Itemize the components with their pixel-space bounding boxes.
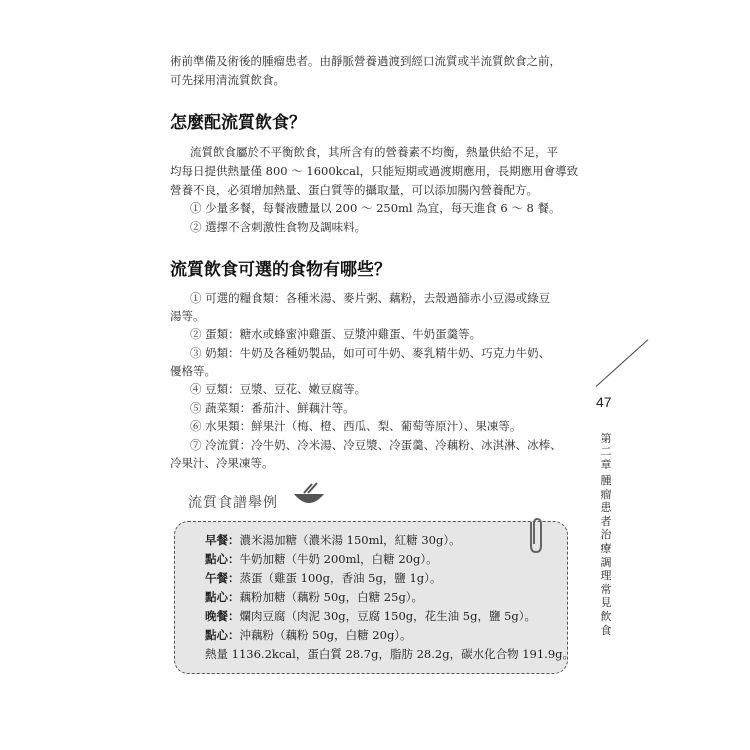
section1-para-line-3: 營養不良，必須增加熱量、蛋白質等的攝取量，可以添加腸內營養配方。 xyxy=(170,183,538,197)
section2-item-7-line-1: ⑦ 冷流質：冷牛奶、冷米湯、冷豆漿、冷蛋羹、冷藕粉、冰淇淋、冰棒、 xyxy=(190,438,562,452)
section2-item-4: ④ 豆類：豆漿、豆花、嫩豆腐等。 xyxy=(190,382,367,396)
section2-heading: 流質飲食可選的食物有哪些？ xyxy=(170,260,391,280)
menu-row-label: 午餐： xyxy=(205,571,240,585)
section1-para-line-1: 流質飲食屬於不平衡飲食，其所含有的營養素不均衡，熱量供給不足，平 xyxy=(190,145,558,159)
intro-line-2: 可先採用清流質飲食。 xyxy=(170,73,285,87)
menu-heading: 流質食譜舉例 xyxy=(188,495,278,511)
section1-para-line-2: 均每日提供熱量僅 800 ～ 1600kcal，只能短期或過渡期應用，長期應用會導致 xyxy=(170,164,579,178)
section1-item-2: ② 選擇不含刺激性食物及調味料。 xyxy=(190,220,367,234)
paper-clip-icon xyxy=(525,516,547,556)
menu-summary: 熱量 1136.2kcal，蛋白質 28.7g，脂肪 28.2g，碳水化合物 191.9g。 xyxy=(205,647,575,661)
page-number: 47 xyxy=(596,394,612,410)
intro-line-1: 術前準備及術後的腫瘤患者。由靜脈營養過渡到經口流質或半流質飲食之前， xyxy=(170,54,561,68)
section2-item-1-line-1: ① 可選的糧食類：各種米湯、麥片粥、藕粉，去殼過篩赤小豆湯或綠豆 xyxy=(190,291,551,305)
section2-item-5: ⑤ 蔬菜類：番茄汁、鮮藕汁等。 xyxy=(190,401,355,415)
menu-row-text: 沖藕粉（藕粉 50g，白糖 20g）。 xyxy=(239,628,412,642)
menu-row-dinner xyxy=(205,608,536,624)
menu-row-text: 藕粉加糖（藕粉 50g，白糖 25g）。 xyxy=(239,590,424,604)
menu-row-text: 爛肉豆腐（肉泥 30g，豆腐 150g，花生油 5g，鹽 5g）。 xyxy=(239,609,537,623)
menu-row-label: 早餐： xyxy=(205,533,240,547)
section2-item-6: ⑥ 水果類：鮮果汁（梅、橙、西瓜、梨、葡萄等原汁）、果凍等。 xyxy=(190,419,522,433)
menu-row-breakfast xyxy=(205,532,461,548)
menu-row-snack-1 xyxy=(205,551,438,567)
menu-row-label: 點心： xyxy=(205,590,240,604)
menu-row-snack-3 xyxy=(205,627,412,643)
menu-row-label: 點心： xyxy=(205,552,240,566)
menu-row-label: 晚餐： xyxy=(205,609,240,623)
section2-item-2: ② 蛋類：糖水或蜂蜜沖雞蛋、豆漿沖雞蛋、牛奶蛋羹等。 xyxy=(190,327,482,341)
chapter-label: 第二章 xyxy=(600,432,612,471)
menu-row-lunch xyxy=(205,570,441,586)
menu-row-label: 點心： xyxy=(205,628,240,642)
section1-heading: 怎麼配流質飲食？ xyxy=(170,113,306,133)
section2-item-7-line-2: 冷果汁、冷果凍等。 xyxy=(170,456,274,470)
menu-row-text: 濃米湯加糖（濃米湯 150ml，紅糖 30g）。 xyxy=(239,533,461,547)
section2-item-3-line-1: ③ 奶類：牛奶及各種奶製品，如可可牛奶、麥乳精牛奶、巧克力牛奶、 xyxy=(190,346,551,360)
section2-item-1-line-2: 湯等。 xyxy=(170,309,205,323)
menu-row-text: 牛奶加糖（牛奶 200ml，白糖 20g）。 xyxy=(239,552,438,566)
bowl-icon xyxy=(292,482,326,510)
sidebar-divider xyxy=(596,339,649,387)
section2-item-3-line-2: 優格等。 xyxy=(170,364,216,378)
menu-row-text: 蒸蛋（雞蛋 100g，香油 5g，鹽 1g）。 xyxy=(239,571,442,585)
chapter-title: 腫瘤患者治療調理常見飲食 xyxy=(600,474,612,637)
section1-item-1: ① 少量多餐，每餐液體量以 200 ～ 250ml 為宜，每天進食 6 ～ 8 餐。 xyxy=(190,201,561,215)
menu-row-snack-2 xyxy=(205,589,423,605)
